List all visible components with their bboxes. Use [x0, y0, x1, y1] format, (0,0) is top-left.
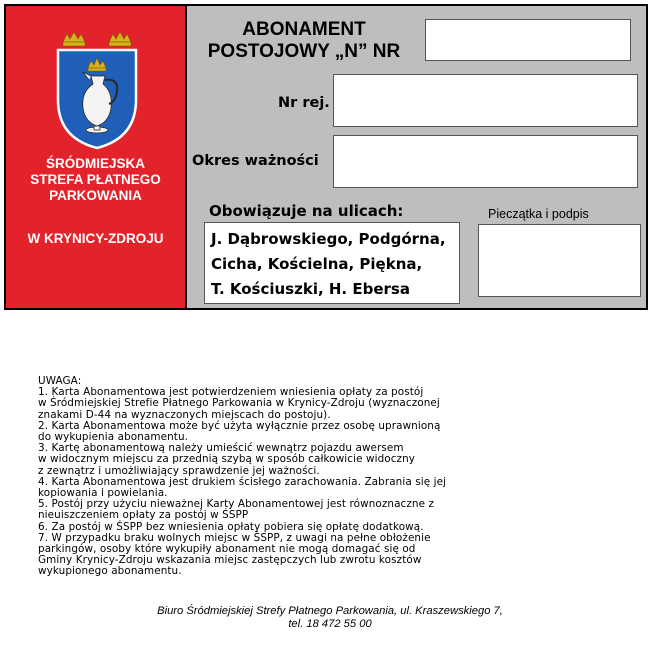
red-panel — [6, 6, 187, 308]
zone-name-line: ŚRÓDMIEJSKA — [45, 156, 145, 171]
stamp-label: Pieczątka i podpis — [488, 207, 589, 221]
note-line: znakami D-44 na wyznaczonych miejscach do postoju). — [38, 408, 331, 421]
card-title-line: ABONAMENT — [242, 19, 366, 40]
note-line: w Śródmiejskiej Strefie Płatnego Parkowania w Krynicy-Zdroju (wyznaczonej — [38, 397, 440, 410]
card-title — [194, 19, 414, 63]
street-line: J. Dąbrowskiego, Podgórna, — [211, 230, 446, 248]
stamp-field[interactable] — [478, 224, 641, 297]
note-line: parkingów, osoby które wykupiły abonament nie mogą domagać się od — [38, 543, 416, 556]
note-line: kopiowania i powielania. — [38, 487, 168, 500]
street-line: Cicha, Kościelna, Piękna, — [211, 255, 423, 273]
zone-name-line: STREFA PŁATNEGO — [30, 172, 161, 187]
note-line: 7. W przypadku braku wolnych miejsc w ŚSPP, z uwagi na pełne obłożenie — [38, 531, 431, 544]
notes-section — [38, 376, 618, 578]
note-line: wykupionego abonamentu. — [38, 565, 182, 578]
address-line: Biuro Śródmiejskiej Strefy Płatnego Parkowania, ul. Kraszewskiego 7, — [157, 605, 503, 617]
card-title-line: POSTOJOWY „N” NR — [207, 41, 401, 62]
coat-of-arms-icon — [55, 30, 139, 150]
validity-field[interactable] — [333, 135, 638, 188]
note-line: 3. Kartę abonamentową należy umieścić wewnątrz pojazdu awersem — [38, 442, 404, 455]
note-line: 5. Postój przy użyciu nieważnej Karty Abonamentowej jest równoznaczne z — [38, 498, 435, 511]
note-line: z zewnątrz i umożliwiający sprawdzenie jej ważności. — [38, 464, 320, 477]
note-line: 1. Karta Abonamentowa jest potwierdzeniem wniesienia opłaty za postój — [38, 386, 424, 399]
note-line: 6. Za postój w ŚSPP bez wniesienia opłaty pobiera się opłatę dodatkową. — [38, 520, 424, 533]
streets-label: Obowiązuje na ulicach: — [209, 202, 404, 220]
note-line: Gminy Krynicy-Zdroju wskazania miejsc zastępczych lub zwrotu kosztów — [38, 554, 422, 567]
phone-line: tel. 18 472 55 00 — [288, 618, 372, 630]
parking-pass-card — [4, 4, 648, 310]
zone-name — [6, 156, 185, 204]
pass-number-field[interactable] — [425, 19, 631, 61]
streets-list — [204, 222, 460, 304]
office-address — [40, 605, 620, 631]
note-line: 4. Karta Abonamentowa jest drukiem ścisłego zarachowania. Zabrania się jej — [38, 475, 447, 488]
registration-field[interactable] — [333, 74, 638, 127]
note-line: do wykupienia abonamentu. — [38, 431, 189, 444]
validity-label: Okres ważności — [192, 153, 319, 169]
note-line: w widocznym miejscu za przednią szybą w sposób całkowicie widoczny — [38, 453, 416, 466]
street-line: T. Kościuszki, H. Ebersa — [211, 280, 410, 298]
note-line: UWAGA: — [38, 375, 82, 387]
registration-label: Nr rej. — [278, 95, 330, 111]
city-name: W KRYNICY-ZDROJU — [27, 231, 164, 246]
zone-name-line: PARKOWANIA — [49, 188, 142, 203]
note-line: 2. Karta Abonamentowa może być użyta wyłącznie przez osobę uprawnioną — [38, 419, 441, 432]
note-line: nieuiszczeniem opłaty za postój w ŚSPP — [38, 509, 249, 522]
